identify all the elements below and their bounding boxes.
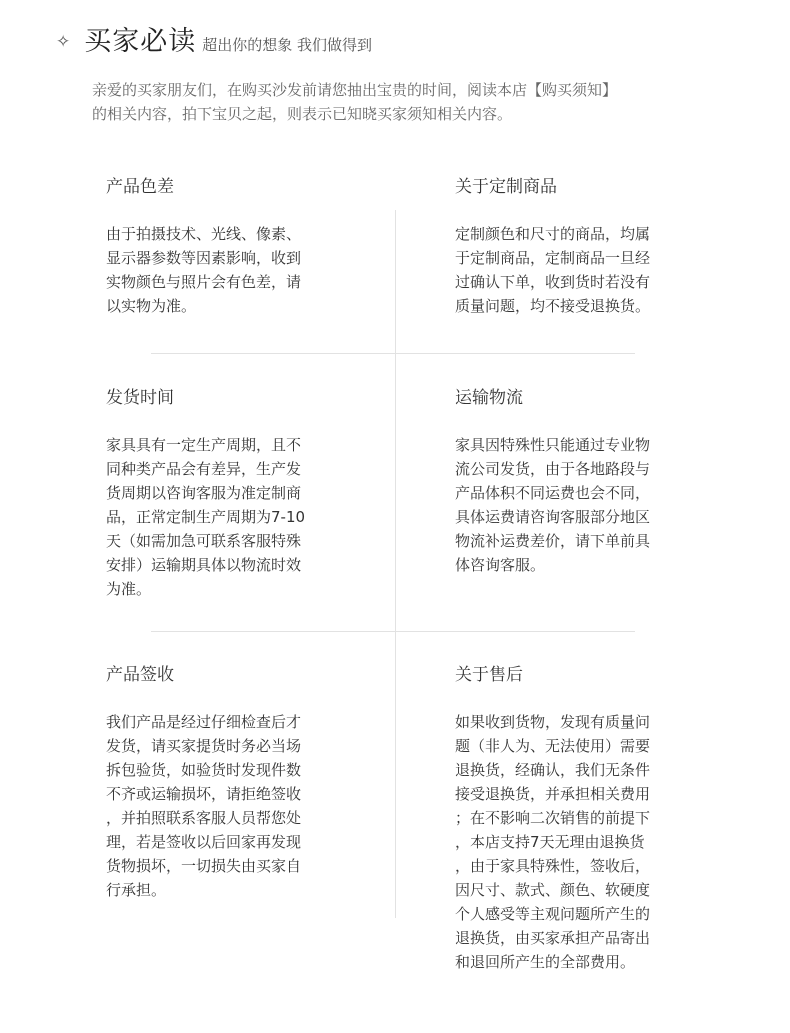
column-divider [395, 210, 396, 918]
section-after-sales [455, 662, 705, 974]
section-title: 关于定制商品 [455, 177, 557, 197]
section-logistics [455, 385, 705, 577]
row-divider-1 [151, 353, 635, 354]
section-body: 定制颜色和尺寸的商品，均属 于定制商品，定制商品一旦经 过确认下单，收到货时若没有 质量问题，均不接受退换货。 [455, 225, 651, 315]
section-color-difference [106, 174, 356, 318]
section-body: 我们产品是经过仔细检查后才 发货，请买家提货时务必当场 拆包验货，如验货时发现件数 不齐或运输损坏，请拒绝签收 ，并拍照联系客服人员帮您处 理，若是签收以后回家再发现 货物损坏，一切损失由买家自 行承担。 [106, 713, 302, 899]
section-body: 如果收到货物，发现有质量问 题（非人为、无法使用）需要 退换货，经确认，我们无条件 接受退换货，并承担相关费用 ；在不影响二次销售的前提下 ，本店支持7天无理由退换货 ，由于家具特殊性，签收后， 因尺寸、款式、颜色、软硬度 个人感受等主观问题所产生的 退换货，由买家承担产品寄出 和退回所产生的全部费用。 [455, 713, 651, 971]
section-title: 运输物流 [455, 388, 523, 408]
section-title: 产品色差 [106, 177, 174, 197]
page-subtitle: 超出你的想象 我们做得到 [202, 36, 373, 54]
section-custom-products [455, 174, 705, 318]
section-body: 家具具有一定生产周期，且不 同种类产品会有差异，生产发 货周期以咨询客服为准定制商 品，正常定制生产周期为7-10 天（如需加急可联系客服特殊 安排）运输期具体以物流时效 为准。 [106, 436, 306, 598]
page-header [56, 18, 372, 58]
section-shipping-time [106, 385, 356, 601]
section-product-receipt [106, 662, 356, 902]
section-title: 发货时间 [106, 388, 174, 408]
intro-text: 亲爱的买家朋友们，在购买沙发前请您抽出宝贵的时间，阅读本店【购买须知】 的相关内容，拍下宝贝之起，则表示已知晓买家须知相关内容。 [92, 81, 618, 123]
page-title: 买家必读 [84, 26, 197, 57]
section-body: 家具因特殊性只能通过专业物 流公司发货，由于各地路段与 产品体积不同运费也会不同， 具体运费请咨询客服部分地区 物流补运费差价，请下单前具 体咨询客服。 [455, 436, 651, 574]
row-divider-2 [151, 631, 635, 632]
diamond-icon: ✧ [56, 32, 71, 52]
section-body: 由于拍摄技术、光线、像素、 显示器参数等因素影响，收到 实物颜色与照片会有色差，请 以实物为准。 [106, 225, 302, 315]
section-title: 产品签收 [106, 665, 174, 685]
section-title: 关于售后 [455, 665, 523, 685]
